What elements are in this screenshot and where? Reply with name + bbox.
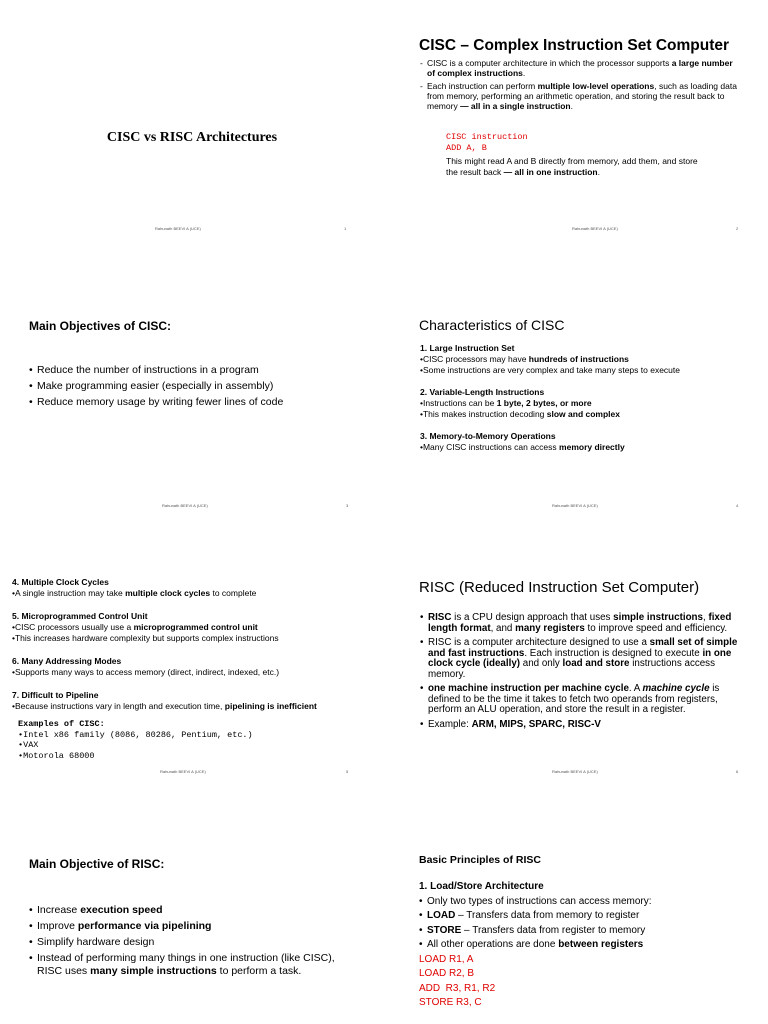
- example-item: •Intel x86 family (8086, 80286, Pentium, etc.): [18, 729, 253, 740]
- slide-4-title: Characteristics of CISC: [419, 317, 565, 333]
- code-line: LOAD R2, B: [419, 968, 475, 979]
- slide-3-title: Main Objectives of CISC:: [29, 319, 172, 333]
- section-heading: 3. Memory-to-Memory Operations: [420, 431, 556, 441]
- section-heading: 4. Multiple Clock Cycles: [12, 577, 109, 587]
- text-line: • All other operations are done between registers: [419, 938, 759, 953]
- slide-6: [384, 512, 768, 774]
- example-item: •VAX: [18, 740, 39, 750]
- slide-3: [0, 256, 384, 512]
- slide-6-bullet: • RISC is a CPU design approach that uses simple instructions, fixed length format, and many registers to improve speed and efficiency.: [420, 613, 740, 634]
- slide-8-title: Basic Principles of RISC: [419, 854, 541, 866]
- text-line: •This makes instruction decoding slow and complex: [420, 409, 620, 419]
- list-item: • Simplify hardware design: [29, 936, 354, 949]
- examples-title: Examples of CISC:: [18, 719, 105, 729]
- slide-8: [384, 768, 768, 1024]
- text-line: •Supports many ways to access memory (direct, indirect, indexed, etc.): [12, 667, 280, 677]
- slide-2-footer: Rahunath BEEVI A (UCE): [572, 226, 618, 231]
- code-line: LOAD R1, A: [419, 953, 474, 965]
- text-line: •Because instructions vary in length and execution time, pipelining is inefficient: [12, 701, 317, 711]
- slide-6-body: [420, 613, 740, 730]
- section-heading: 7. Difficult to Pipeline: [12, 690, 99, 700]
- list-item: • Improve performance via pipelining: [29, 920, 354, 933]
- text-line: •CISC processors usually use a microprogrammed control unit: [12, 622, 258, 632]
- slide-3-list: [29, 362, 359, 410]
- text-line: • LOAD – Transfers data from memory to register: [419, 909, 759, 924]
- slide-2-title: CISC – Complex Instruction Set Computer: [419, 37, 730, 54]
- code-line: ADD A, B: [446, 143, 487, 153]
- text-line: •Many CISC instructions can access memory directly: [420, 442, 625, 452]
- desc-line: the result back — all in one instruction.: [446, 167, 600, 177]
- slide-1: [0, 0, 384, 256]
- section-heading: 1. Large Instruction Set: [420, 343, 515, 353]
- list-item: • Make programming easier (especially in assembly): [29, 378, 359, 394]
- section-heading: 5. Microprogrammed Control Unit: [12, 611, 148, 621]
- slide-1-page-number: 1: [344, 226, 347, 231]
- slide-6-title: RISC (Reduced Instruction Set Computer): [419, 579, 700, 596]
- slide-4: [384, 256, 768, 512]
- slide-2-bullet: - Each instruction can perform multiple low-level operations, such as loading data from memory, performing an arithmetic operation, and storing the result back to memory — all in a single instruction.: [420, 81, 740, 111]
- example-item: •Motorola 68000: [18, 750, 95, 761]
- code-line: STORE R3, C: [419, 997, 482, 1008]
- code-line: CISC instruction: [446, 132, 528, 142]
- slide-2: [384, 0, 768, 256]
- slide-7-title: Main Objective of RISC:: [29, 857, 165, 871]
- slide-6-bullet: • one machine instruction per machine cycle. A machine cycle is defined to be the time it takes to fetch two operands from registers, perform an ALU operation, and store the result in a register.: [420, 684, 740, 716]
- slide-3-footer: Rahunath BEEVI A (UCE): [162, 503, 208, 508]
- slide-1-title: CISC vs RISC Architectures: [106, 130, 278, 145]
- slide-5-page-number: 5: [346, 769, 349, 774]
- slide-5-footer: Rahunath BEEVI A (UCE): [160, 769, 206, 774]
- slide-7-list: [29, 904, 354, 978]
- slide-8-body: [419, 880, 759, 1011]
- section-heading: 1. Load/Store Architecture: [419, 881, 544, 892]
- slide-2-description: [446, 156, 756, 178]
- slide-2-code: [446, 132, 528, 154]
- slide-2-bullet: - CISC is a computer architecture in which the processor supports a large number of complex instructions.: [420, 58, 740, 78]
- slide-6-page-number: 6: [736, 769, 739, 774]
- slide-4-body: [420, 343, 760, 453]
- text-line: •This increases hardware complexity but supports complex instructions: [12, 633, 279, 643]
- slide-6-bullet: • Example: ARM, MIPS, SPARC, RISC-V: [420, 720, 740, 731]
- slide-2-body: [420, 58, 740, 111]
- list-item: • Reduce memory usage by writing fewer lines of code: [29, 394, 359, 410]
- section-heading: 2. Variable-Length Instructions: [420, 387, 545, 397]
- slide-7: [0, 768, 384, 1024]
- text-line: •Instructions can be 1 byte, 2 bytes, or more: [420, 398, 592, 408]
- slide-5-examples: [18, 719, 253, 761]
- text-line: •A single instruction may take multiple clock cycles to complete: [12, 588, 257, 598]
- slide-5: [0, 512, 384, 774]
- list-item: • Instead of performing many things in one instruction (like CISC), RISC uses many simple instructions to perform a task.: [29, 952, 354, 978]
- slide-3-page-number: 3: [346, 503, 349, 508]
- section-heading: 6. Many Addressing Modes: [12, 656, 122, 666]
- list-item: • Reduce the number of instructions in a program: [29, 362, 359, 378]
- slide-4-page-number: 4: [736, 503, 739, 508]
- slide-2-page-number: 2: [736, 226, 739, 231]
- slide-4-footer: Rahunath BEEVI A (UCE): [552, 503, 598, 508]
- code-line: ADD R3, R1, R2: [419, 982, 496, 994]
- slide-6-bullet: • RISC is a computer architecture designed to use a small set of simple and fast instructions. Each instruction is designed to execute in one clock cycle (ideally) and only load and store instructions access memory.: [420, 638, 740, 680]
- slide-1-footer: Rahunath BEEVI A (UCE): [155, 226, 201, 231]
- slide-6-footer: Rahunath BEEVI A (UCE): [552, 769, 598, 774]
- slide-5-body: [12, 577, 382, 712]
- text-line: •CISC processors may have hundreds of instructions: [420, 354, 629, 364]
- desc-line: This might read A and B directly from memory, add them, and store: [446, 156, 698, 166]
- list-item: • Increase execution speed: [29, 904, 354, 917]
- text-line: • STORE – Transfers data from register to memory: [419, 924, 759, 939]
- text-line: • Only two types of instructions can access memory:: [419, 895, 759, 910]
- text-line: •Some instructions are very complex and take many steps to execute: [420, 365, 680, 375]
